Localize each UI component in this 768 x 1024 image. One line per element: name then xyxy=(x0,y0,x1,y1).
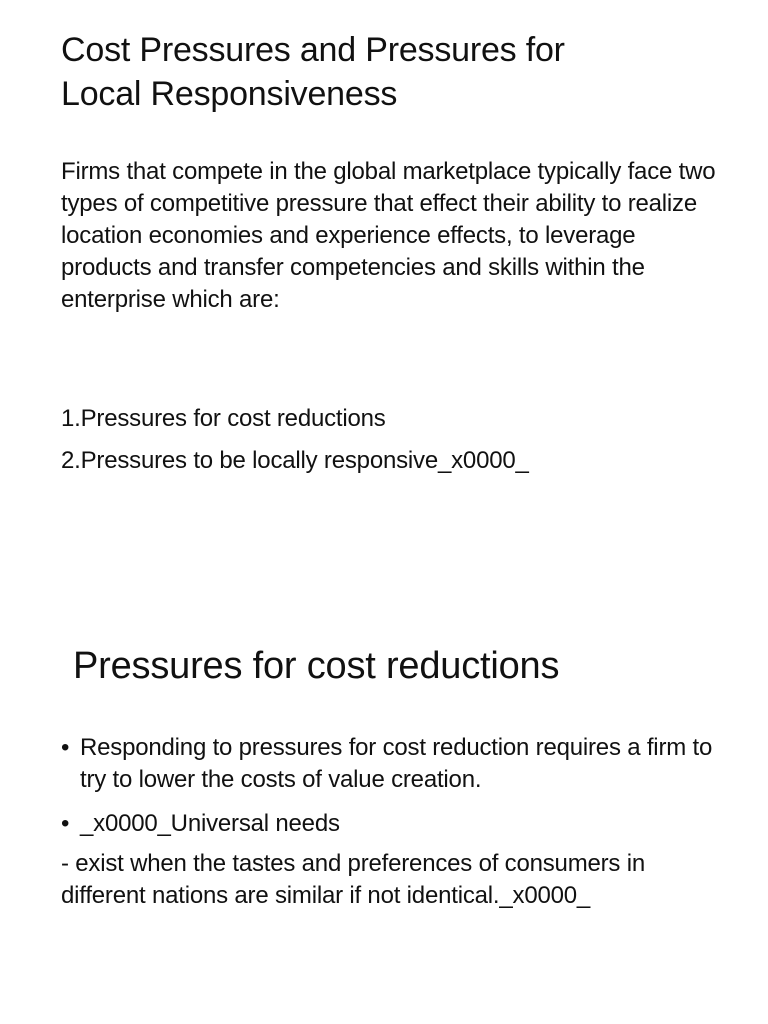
slide-title xyxy=(61,28,721,116)
intro-paragraph: Firms that compete in the global marketplace typically face two types of competitive pressure that effect their ability to realize location economies and experience effects, to leverage products and transfer competencies and skills within the enterprise which are: xyxy=(61,158,716,313)
bullet-icon: • xyxy=(61,734,70,761)
bullet-text: Responding to pressures for cost reduction requires a firm to try to lower the costs of value creation. xyxy=(80,734,713,793)
slide-title: Pressures for cost reductions xyxy=(73,645,560,687)
bullet-text: _x0000_Universal needs xyxy=(80,810,340,837)
pressure-list xyxy=(61,403,721,487)
title-line-1: Cost Pressures and Pressures for xyxy=(61,31,565,69)
bullet-icon: • xyxy=(61,810,70,837)
bullet-list xyxy=(61,732,721,852)
slide-cost-reductions xyxy=(0,512,768,1024)
title-line-2: Local Responsiveness xyxy=(61,75,398,113)
bullet-item xyxy=(61,808,721,840)
definition-paragraph: - exist when the tastes and preferences of consumers in different nations are similar if not identical._x0000_ xyxy=(61,850,645,909)
bullet-item xyxy=(61,732,721,796)
list-item: 2.Pressures to be locally responsive_x0000_ xyxy=(61,447,529,474)
list-item: 1.Pressures for cost reductions xyxy=(61,405,386,432)
